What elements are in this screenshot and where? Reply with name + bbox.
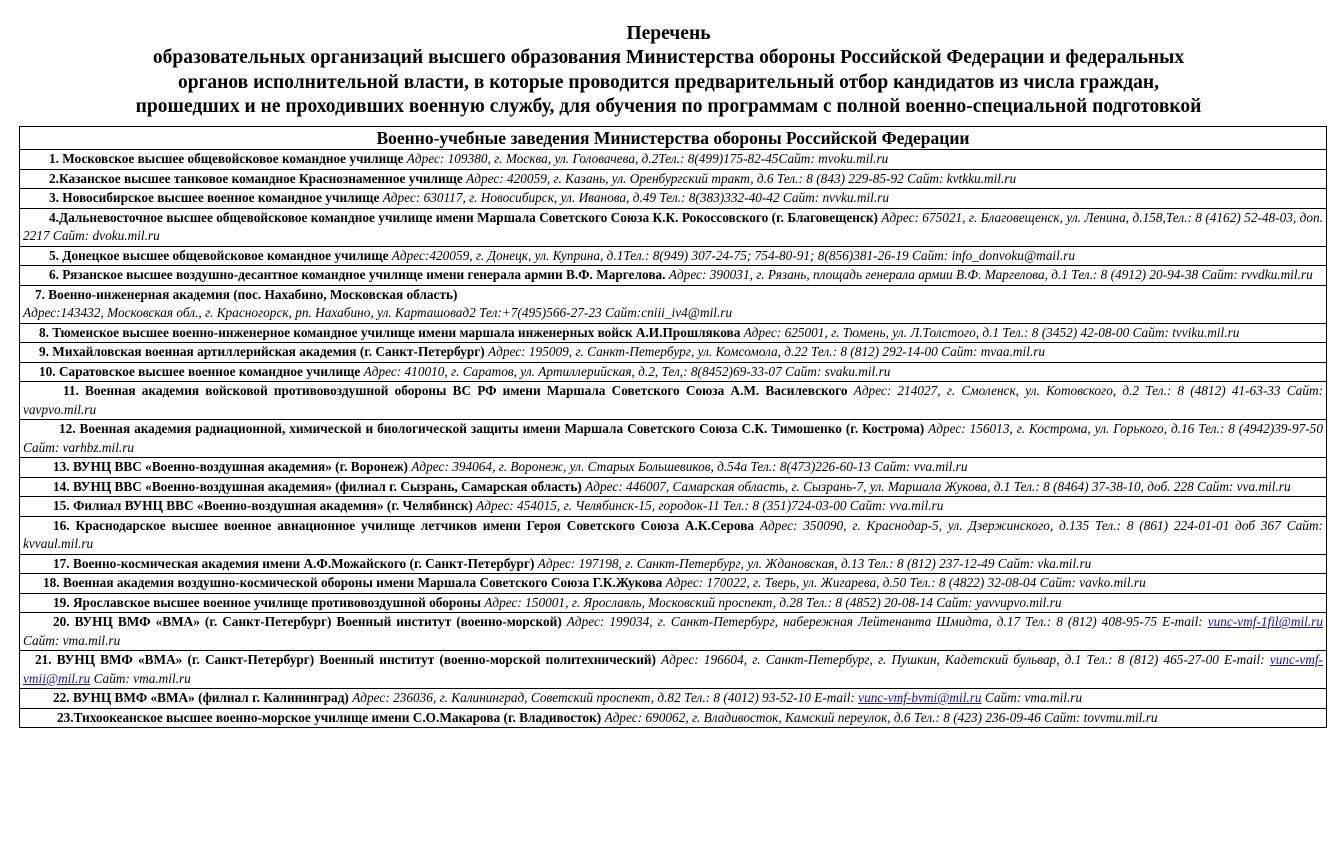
institution-contacts: Адрес: 675021, г. Благовещенск, ул. Ленина, д.158,Тел.: 8 (4162) 52-48-03, доп. 2217 Сайт: dvoku.mil.ru <box>23 209 1323 243</box>
institution-cell <box>20 189 1327 209</box>
institution-contacts: Адрес: 150001, г. Ярославль, Московский проспект, д.28 Тел.: 8 (4852) 20-08-14 Сайт: yavvupvo.mil.ru <box>484 594 1062 610</box>
institution-row <box>20 382 1327 420</box>
title-line-2: образовательных организаций высшего образования Министерства обороны Российской Федерации и федеральных <box>152 47 1185 68</box>
institution-site: Сайт: vma.mil.ru <box>93 670 191 686</box>
institution-cell <box>20 150 1327 170</box>
institution-row <box>20 593 1327 613</box>
title-line-1: Перечень <box>626 23 711 44</box>
institution-cell <box>20 516 1327 554</box>
institution-name: 3. Новосибирское высшее военное командное училище <box>49 190 380 205</box>
institution-name: 15. Филиал ВУНЦ ВВС «Военно-воздушная академия» (г. Челябинск) <box>53 498 473 513</box>
institution-contacts: Адрес: 196604, г. Санкт-Петербург, г. Пушкин, Кадетский бульвар, д.1 Тел.: 8 (812) 465-27-00 E-mail: <box>661 652 1265 667</box>
institution-row <box>20 343 1327 363</box>
institution-name: 19. Ярославское высшее военное училище противовоздушной обороны <box>53 594 481 610</box>
institution-row <box>20 554 1327 574</box>
institution-contacts: Адрес: 156013, г. Кострома, ул. Горького, д.16 Тел.: 8 (4942)39-97-50 Сайт: varhbz.mil.ru <box>23 421 1323 455</box>
institution-contacts: Адрес: 394064, г. Воронеж, ул. Старых Большевиков, д.54а Тел.: 8(473)226-60-13 Сайт: vva.mil.ru <box>411 459 968 474</box>
institution-cell <box>20 208 1327 246</box>
title-line-4: прошедших и не проходивших военную службу, для обучения по программам с полной военно-специальной подготовкой <box>135 96 1202 117</box>
email-link[interactable]: vunc-vmf-vmii@mil.ru <box>23 652 1324 686</box>
institution-row <box>20 266 1327 286</box>
institution-name: 22. ВУНЦ ВМФ «ВМА» (филиал г. Калининград) <box>53 690 349 705</box>
institution-name: 7. Военно-инженерная академия (пос. Нахабино, Московская область) <box>35 286 458 302</box>
institution-contacts: Адрес: 454015, г. Челябинск-15, городок-11 Тел.: 8 (351)724-03-00 Сайт: vva.mil.ru <box>476 498 944 513</box>
institutions-table <box>19 126 1327 728</box>
institution-contacts: Адрес: 199034, г. Санкт-Петербург, набережная Лейтенанта Шмидта, д.17 Тел.: 8 (812) 408-95-75 E-mail: <box>566 614 1203 629</box>
institution-row <box>20 574 1327 594</box>
institution-cell <box>20 477 1327 497</box>
institution-cell <box>20 593 1327 613</box>
institution-contacts: Адрес:143432, Московская обл., г. Красногорск, рп. Нахабино, ул. Карташовад2 Тел:+7(495)566-27-23 Сайт:cniii_iv4@mil.ru <box>23 305 733 320</box>
institution-cell <box>20 343 1327 363</box>
institution-name: 11. Военная академия войсковой противовоздушной обороны ВС РФ имени Маршала Советского Союза А.М. Василевского <box>63 383 848 398</box>
institution-row <box>20 651 1327 689</box>
institution-contacts: Адрес:420059, г. Донецк, ул. Куприна, д.1Тел.: 8(949) 307-24-75; 754-80-91; 8(856)381-26-19 Сайт: info_donvoku@mail.ru <box>391 247 1075 263</box>
institution-row <box>20 246 1327 266</box>
institution-cell <box>20 420 1327 458</box>
institution-name: 9. Михайловская военная артиллерийская академия (г. Санкт-Петербург) <box>39 344 485 359</box>
institution-name: 4.Дальневосточное высшее общевойсковое командное училище имени Маршала Советского Союза К.К. Рокоссовского (г. Благовещенск) <box>49 209 878 225</box>
institution-row <box>20 169 1327 189</box>
institution-name: 8. Тюменское высшее военно-инженерное командное училище имени маршала инженерных войск А.И.Прошлякова <box>39 324 741 340</box>
institution-contacts: Адрес: 446007, Самарская область, г. Сызрань-7, ул. Маршала Жукова, д.1 Тел.: 8 (8464) 37-38-10, доб. 228 Сайт: vva.mil.ru <box>585 478 1291 494</box>
institution-cell <box>20 708 1327 728</box>
institution-name: 5. Донецкое высшее общевойсковое командное училище <box>49 247 389 263</box>
institution-contacts: Адрес: 350090, г. Краснодар-5, ул. Дзержинского, д.135 Тел.: 8 (861) 224-01-01 доб 367 Сайт: kvvaul.mil.ru <box>23 517 1323 551</box>
institution-cell <box>20 497 1327 517</box>
institution-contacts: Адрес: 214027, г. Смоленск, ул. Котовского, д.2 Тел.: 8 (4812) 41-63-33 Сайт: vavpvo.mil.ru <box>23 383 1323 417</box>
institution-cell <box>20 689 1327 709</box>
institution-row <box>20 516 1327 554</box>
institution-cell <box>20 323 1327 343</box>
section-header-row <box>20 127 1327 150</box>
institution-contacts: Адрес: 195009, г. Санкт-Петербург, ул. Комсомола, д.22 Тел.: 8 (812) 292-14-00 Сайт: mvaa.mil.ru <box>488 344 1046 359</box>
section-header: Военно-учебные заведения Министерства обороны Российской Федерации <box>20 127 1327 150</box>
institution-name: 13. ВУНЦ ВВС «Военно-воздушная академия» (г. Воронеж) <box>53 459 408 474</box>
institution-row <box>20 208 1327 246</box>
institution-row <box>20 477 1327 497</box>
institution-cell <box>20 651 1327 689</box>
institution-name: 12. Военная академия радиационной, химической и биологической защиты имени Маршала Советского Союза С.К. Тимошенко (г. Кострома) <box>59 421 925 436</box>
institution-name: 1. Московское высшее общевойсковое командное училище <box>49 151 404 166</box>
institution-row <box>20 497 1327 517</box>
institution-row <box>20 708 1327 728</box>
institution-name: 6. Рязанское высшее воздушно-десантное командное училище имени генерала армии В.Ф. Маргелова. <box>49 267 666 282</box>
document-title <box>0 22 1337 120</box>
institution-row <box>20 420 1327 458</box>
institution-name: 21. ВУНЦ ВМФ «ВМА» (г. Санкт-Петербург) Военный институт (военно-морской политехнический) <box>35 652 656 667</box>
institution-name: 16. Краснодарское высшее военное авиационное училище летчиков имени Героя Советского Союза А.К.Серова <box>53 517 755 533</box>
institution-cell <box>20 554 1327 574</box>
institution-cell <box>20 266 1327 286</box>
institution-name: 23.Тихоокеанское высшее военно-морское училище имени С.О.Макарова (г. Владивосток) <box>57 709 602 725</box>
institution-contacts: Адрес: 690062, г. Владивосток, Камский переулок, д.6 Тел.: 8 (423) 236-09-46 Сайт: tovvmu.mil.ru <box>604 709 1158 725</box>
institution-name: 17. Военно-космическая академия имени А.Ф.Можайского (г. Санкт-Петербург) <box>53 555 535 571</box>
institution-cell <box>20 382 1327 420</box>
institution-row <box>20 189 1327 209</box>
institution-name: 20. ВУНЦ ВМФ «ВМА» (г. Санкт-Петербург) Военный институт (военно-морской) <box>53 614 562 629</box>
institution-row <box>20 150 1327 170</box>
institution-site: Сайт: vma.mil.ru <box>984 690 1083 705</box>
institution-row <box>20 323 1327 343</box>
institution-cell <box>20 574 1327 594</box>
institution-name: 14. ВУНЦ ВВС «Военно-воздушная академия» (филиал г. Сызрань, Самарская область) <box>53 478 582 494</box>
institution-contacts: Адрес: 420059, г. Казань, ул. Оренбургский тракт, д.6 Тел.: 8 (843) 229-85-92 Сайт: kvtkku.mil.ru <box>466 170 1017 186</box>
institution-contacts: Адрес: 410010, г. Саратов, ул. Артиллерийская, д.2, Тел,: 8(8452)69-33-07 Сайт: svaku.mil.ru <box>363 363 891 379</box>
institution-name: 2.Казанское высшее танковое командное Краснознаменное училище <box>49 170 463 186</box>
institution-cell <box>20 613 1327 651</box>
institution-name: 10. Саратовское высшее военное командное училище <box>39 363 361 379</box>
institution-contacts: Адрес: 109380, г. Москва, ул. Головачева, д.2Тел.: 8(499)175-82-45Сайт: mvoku.mil.ru <box>406 151 889 166</box>
email-link[interactable]: vunc-vmf-1fil@mil.ru <box>1207 614 1323 629</box>
institution-row <box>20 285 1327 323</box>
institution-name: 18. Военная академия воздушно-космической обороны имени Маршала Советского Союза Г.К.Жукова <box>43 575 663 590</box>
institution-contacts: Адрес: 630117, г. Новосибирск, ул. Иванова, д.49 Тел.: 8(383)332-40-42 Сайт: nvvku.mil.ru <box>382 190 890 205</box>
institution-contacts: Адрес: 625001, г. Тюмень, ул. Л.Толстого, д.1 Тел.: 8 (3452) 42-08-00 Сайт: tvviku.mil.ru <box>743 324 1240 340</box>
institution-cell <box>20 362 1327 382</box>
institution-cell <box>20 246 1327 266</box>
institution-row <box>20 613 1327 651</box>
institution-contacts: Адрес: 236036, г. Калининград, Советский проспект, д.82 Тел.: 8 (4012) 93-52-10 E-mail: <box>352 690 855 705</box>
institution-contacts: Адрес: 170022, г. Тверь, ул. Жигарева, д.50 Тел.: 8 (4822) 32-08-04 Сайт: vavko.mil.ru <box>665 575 1146 590</box>
title-line-3: органов исполнительной власти, в которые проводится предварительный отбор кандидатов из числа граждан, <box>177 71 1159 93</box>
institution-row <box>20 362 1327 382</box>
institution-site: Сайт: vma.mil.ru <box>23 632 121 648</box>
institution-row <box>20 458 1327 478</box>
institution-cell <box>20 169 1327 189</box>
institution-contacts: Адрес: 197198, г. Санкт-Петербург, ул. Ждановская, д.13 Тел.: 8 (812) 237-12-49 Сайт: vka.mil.ru <box>537 555 1092 571</box>
email-link[interactable]: vunc-vmf-bvmi@mil.ru <box>858 690 982 705</box>
institution-contacts: Адрес: 390031, г. Рязань, площадь генерала армии В.Ф. Маргелова, д.1 Тел.: 8 (4912) 20-94-38 Сайт: rvvdku.mil.ru <box>668 267 1313 282</box>
institution-row <box>20 689 1327 709</box>
institution-cell <box>20 285 1327 323</box>
institution-cell <box>20 458 1327 478</box>
